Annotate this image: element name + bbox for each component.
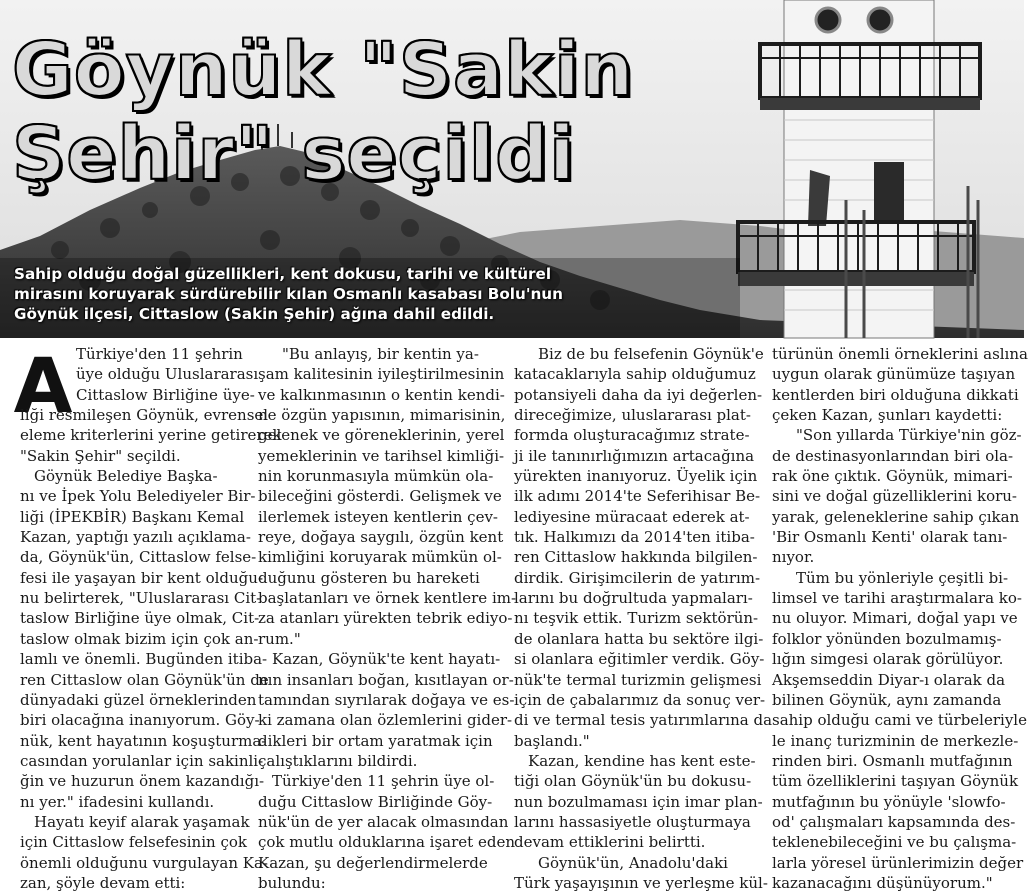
article-line: de destinasyonlarından biri ola- (772, 446, 1014, 465)
article-line: rum." (258, 629, 301, 648)
article-line: ren Cittaslow hakkında bilgilen- (514, 548, 758, 567)
lead-line: Göynük ilçesi, Cittaslow (Sakin Şehir) ağına dahil edildi. (14, 305, 495, 323)
article-line: taslow Birliğine üye olmak, Cit- (20, 609, 260, 628)
article-line: bileceğini gösterdi. Gelişmek ve (258, 487, 502, 506)
article-line: Türkiye'den 11 şehrin (76, 345, 243, 363)
article-line: eleme kriterlerini yerine getirerek (20, 426, 282, 445)
article-line: nun bozulmaması için imar plan- (514, 792, 763, 811)
article-column-4 (772, 344, 1028, 893)
lead-paragraph (14, 264, 734, 324)
article-line: limsel ve tarihi araştırmalara ko- (772, 589, 1022, 608)
article-line: ğin ve huzurun önem kazandığı- (20, 772, 265, 791)
article-line: duğu Cittaslow Birliğinde Göy- (258, 792, 493, 811)
article-line: Tüm bu yönleriyle çeşitli bi- (796, 568, 1009, 587)
article-line: ne özgün yapısının, mimarisinin, (258, 406, 506, 425)
article-line: za atanları yürekten tebrik ediyo- (258, 609, 513, 628)
article-line: "Son yıllarda Türkiye'nin göz- (796, 426, 1022, 445)
article-line: katacaklarıyla sahip olduğumuz (514, 365, 756, 384)
article-line: de olanlara hatta bu sektöre ilgi- (514, 629, 764, 648)
article-line: Göynük Belediye Başka- (34, 467, 218, 486)
article-line: ren Cittaslow olan Göynük'ün de (20, 670, 269, 689)
article-line: Türkiye'den 11 şehrin üye ol- (272, 772, 495, 791)
article-line: casından yorulanlar için sakinli- (20, 751, 264, 770)
article-body (0, 340, 1028, 892)
article-line: Kazan, şu değerlendirmelerde (258, 853, 488, 872)
article-line: ji ile tanınırlığımızın artacağına (514, 446, 755, 465)
article-line: Hayatı keyif alarak yaşamak (34, 812, 250, 831)
lead-line: Sahip olduğu doğal güzellikleri, kent dokusu, tarihi ve kültürel (14, 265, 552, 283)
article-line: nu oluyor. Mimari, doğal yapı ve (772, 609, 1018, 628)
article-line: folklor yönünden bozulmamış- (772, 629, 1002, 648)
article-line: nu belirterek, "Uluslararası Cit- (20, 589, 262, 608)
headline-line-2: Şehir" seçildi (12, 111, 576, 197)
article-line: zan, şöyle devam etti: (20, 873, 186, 892)
article-line: Akşemseddin Diyar-ı olarak da (772, 670, 1006, 689)
article-line: çok mutlu olduklarına işaret eden (258, 833, 515, 852)
article-line: Kazan, Göynük'te kent hayatı- (272, 650, 501, 669)
article-line: ki zamana olan özlemlerini gider- (258, 711, 513, 730)
article-line: yemeklerinin ve tarihsel kimliği- (258, 446, 505, 465)
article-line: sahip olduğu cami ve türbeleriyle (772, 711, 1027, 730)
article-line: şam kalitesinin iyileştirilmesinin (258, 365, 505, 384)
article-line: mutfağının bu yönüyle 'slowfo- (772, 792, 1006, 811)
article-line: devam ettiklerini belirtti. (514, 833, 706, 852)
article-line: üye olduğu Uluslararası (76, 365, 259, 384)
article-line: lediyesine müracaat ederek at- (514, 507, 750, 526)
article-line: nin korunmasıyla mümkün ola- (258, 467, 494, 486)
article-line: dikleri bir ortam yaratmak için (258, 731, 493, 750)
article-line: "Sakin Şehir" seçildi. (20, 446, 181, 465)
article-column-2 (258, 344, 517, 893)
article-line: Biz de bu felsefenin Göynük'e (538, 345, 764, 363)
article-line: 'Bir Osmanlı Kenti' olarak tanı- (772, 528, 1008, 547)
article-line: od' çalışmaları kapsamında des- (772, 812, 1016, 831)
article-line: Türk yaşayışının ve yerleşme kül- (514, 873, 768, 892)
article-line: gelenek ve göreneklerinin, yerel (258, 426, 505, 445)
article-line: başlandı." (514, 731, 590, 750)
header-photo (0, 0, 1024, 338)
article-line: Cittaslow Birliğine üye- (76, 385, 255, 404)
article-line: başlatanları ve örnek kentlere im- (258, 589, 517, 608)
article-line: ilk adımı 2014'te Seferihisar Be- (514, 487, 761, 506)
article-line: ve kalkınmasının o kentin kendi- (258, 385, 505, 404)
article-line: formda oluşturacağımız strate- (514, 426, 750, 445)
article-line: sini ve doğal güzelliklerini koru- (772, 487, 1017, 506)
article-line: Kazan, kendine has kent este- (528, 751, 756, 770)
article-line: da, Göynük'ün, Cittaslow felse- (20, 548, 257, 567)
article-line: rinden biri. Osmanlı mutfağının (772, 751, 1013, 770)
article-line: larla yöresel ürünlerimizin değer (772, 853, 1024, 872)
article-line: lığın simgesi olarak görülüyor. (772, 650, 1004, 669)
article-line: nıyor. (772, 548, 815, 567)
article-line: larını bu doğrultuda yapmaları- (514, 589, 753, 608)
article-line: türünün önemli örneklerini aslına (772, 345, 1028, 363)
article-line: kazanacağını düşünüyorum." (772, 873, 993, 892)
article-line: nük'ün de yer alacak olmasından (258, 812, 509, 831)
article-line: önemli olduğunu vurgulayan Ka- (20, 853, 268, 872)
article-line: nı ve İpek Yolu Belediyeler Bir- (20, 487, 256, 506)
article-line: potansiyeli daha da iyi değerlen- (514, 385, 763, 404)
article-line: ilerlemek isteyen kentlerin çev- (258, 507, 498, 526)
article-column-1 (20, 344, 282, 893)
article-line: direceğimize, uluslararası plat- (514, 406, 751, 425)
article-line: teklenebileceğini ve bu çalışma- (772, 833, 1017, 852)
article-line: Göynük'ün, Anadolu'daki (538, 853, 728, 872)
headline-line-1: Göynük "Sakin (12, 27, 635, 113)
article-line: dirdik. Girişimcilerin de yatırım- (514, 568, 761, 587)
article-line: tiği olan Göynük'ün bu dokusu- (514, 772, 752, 791)
article-line: rak öne çıktık. Göynük, mimari- (772, 467, 1013, 486)
article-column-3 (514, 344, 773, 893)
article-line: bulundu: (258, 873, 326, 892)
article-line: tüm özelliklerini taşıyan Göynük (772, 772, 1019, 791)
article-line: larını hassasiyetle oluşturmaya (514, 812, 751, 831)
article-line: liği (İPEKBİR) Başkanı Kemal (20, 507, 245, 526)
article-line: le inanç turizminin de merkezle- (772, 731, 1019, 750)
article-line: nük, kent hayatının koşuşturma- (20, 731, 267, 750)
article-line: için Cittaslow felsefesinin çok (20, 833, 247, 852)
article-line: liği resmileşen Göynük, evrensel (20, 406, 269, 425)
article-line: biri olacağına inanıyorum. Göy- (20, 711, 260, 730)
article-line: si olanlara eğitimler verdik. Göy- (514, 650, 765, 669)
article-line: di ve termal tesis yatırımlarına da (514, 711, 773, 730)
article-line: nı yer." ifadesini kullandı. (20, 792, 215, 811)
article-line: nı teşvik ettik. Turizm sektörün- (514, 609, 759, 628)
article-line: yürekten inanıyoruz. Üyelik için (514, 467, 758, 486)
article-line: "Bu anlayış, bir kentin ya- (282, 345, 479, 363)
article-line: fesi ile yaşayan bir kent olduğu- (20, 568, 264, 587)
article-line: kentlerden biri olduğuna dikkati (772, 385, 1019, 404)
article-line: nük'te termal turizmin gelişmesi (514, 670, 762, 689)
article-line: yarak, geleneklerine sahip çıkan (772, 507, 1020, 526)
article-line: kimliğini koruyarak mümkün ol- (258, 548, 502, 567)
drop-cap-text: A (13, 341, 73, 430)
article-line: nın insanları boğan, kısıtlayan or- (258, 670, 514, 689)
article-line: Kazan, yaptığı yazılı açıklama- (20, 528, 251, 547)
article-line: uygun olarak günümüze taşıyan (772, 365, 1016, 384)
article-line: bilinen Göynük, aynı zamanda (772, 690, 1002, 709)
article-line: lamlı ve önemli. Bugünden itiba- (20, 650, 268, 669)
article-line: çalıştıklarını bildirdi. (258, 751, 418, 770)
article-line: çeken Kazan, şunları kaydetti: (772, 406, 1003, 425)
article-line: dünyadaki güzel örneklerinden (20, 690, 257, 709)
article-line: duğunu gösteren bu hareketi (258, 568, 480, 587)
article-line: tık. Halkımızı da 2014'ten itiba- (514, 528, 755, 547)
article-line: tamından sıyrılarak doğaya ve es- (258, 690, 515, 709)
article-line: taslow olmak bizim için çok an- (20, 629, 259, 648)
article-line: için de çabalarımız da sonuç ver- (514, 690, 766, 709)
article-line: reye, doğaya saygılı, özgün kent (258, 528, 504, 547)
lead-line: mirasını koruyarak sürdürebilir kılan Osmanlı kasabası Bolu'nun (14, 285, 563, 303)
